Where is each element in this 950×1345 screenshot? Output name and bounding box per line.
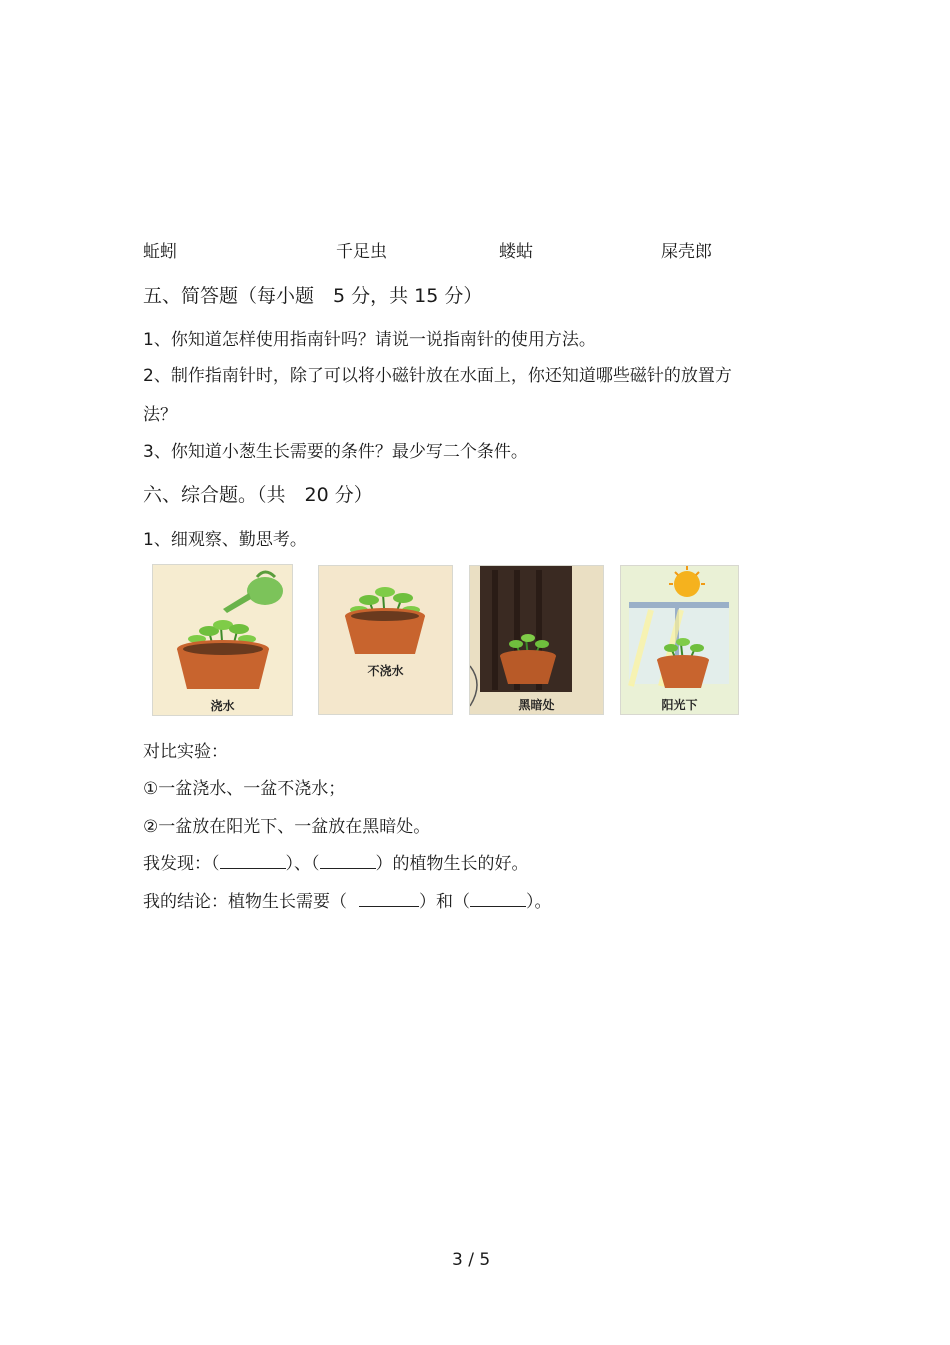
plant-in-dark-icon (470, 566, 603, 714)
insect-2: 千足虫 (336, 242, 387, 262)
experiment-item-2: ②一盆放在阳光下、一盆放在黑暗处。 (143, 817, 431, 837)
sunlight-label: 阳光下 (661, 698, 698, 712)
section5-question-2-line1: 2、制作指南针时，除了可以将小磁针放在水面上，你还知道哪些磁针的放置方 (143, 366, 732, 386)
experiment-item-1: ①一盆浇水、一盆不浇水； (143, 779, 346, 799)
watering-can-plant-icon (153, 565, 292, 715)
conclusion-blank-1[interactable] (359, 892, 419, 907)
finding-prefix: 我发现：（ (143, 854, 220, 874)
insect-1: 蚯蚓 (143, 242, 177, 262)
dark-picture (469, 565, 604, 715)
conclusion-blank-2[interactable] (470, 892, 526, 907)
finding-line (143, 849, 529, 874)
section6-title: 六、综合题。（共 20 分） (143, 484, 373, 506)
section5-question-1: 1、你知道怎样使用指南针吗？请说一说指南针的使用方法。 (143, 330, 596, 350)
finding-blank-1[interactable] (220, 854, 286, 869)
finding-blank-2[interactable] (320, 854, 376, 869)
finding-sep: ）、（ (285, 854, 320, 874)
finding-suffix: ）的植物生长的好。 (375, 854, 529, 874)
watering-picture (152, 564, 293, 716)
no-watering-picture (318, 565, 453, 715)
conclusion-suffix: ）。 (526, 892, 552, 912)
sunlight-picture (620, 565, 739, 715)
page-number: 3 / 5 (452, 1250, 491, 1270)
section5-question-2-line2: 法？ (143, 405, 177, 425)
section5-question-3: 3、你知道小葱生长需要的条件？最少写二个条件。 (143, 442, 528, 462)
experiment-heading: 对比实验： (143, 742, 228, 762)
watering-label: 浇水 (210, 699, 235, 713)
conclusion-prefix: 我的结论：植物生长需要（ (143, 892, 347, 912)
potted-plant-icon (319, 566, 452, 714)
section5-title: 五、简答题（每小题 5 分，共 15 分） (143, 285, 483, 307)
no-watering-label: 不浇水 (367, 664, 404, 678)
insect-4: 屎壳郎 (661, 242, 712, 262)
section6-question-1: 1、细观察、勤思考。 (143, 530, 307, 550)
dark-label: 黑暗处 (518, 698, 555, 712)
plant-in-sun-icon (621, 566, 738, 714)
conclusion-line (143, 887, 552, 912)
conclusion-sep: ）和（ (419, 892, 470, 912)
insect-3: 蝼蛄 (499, 242, 533, 262)
